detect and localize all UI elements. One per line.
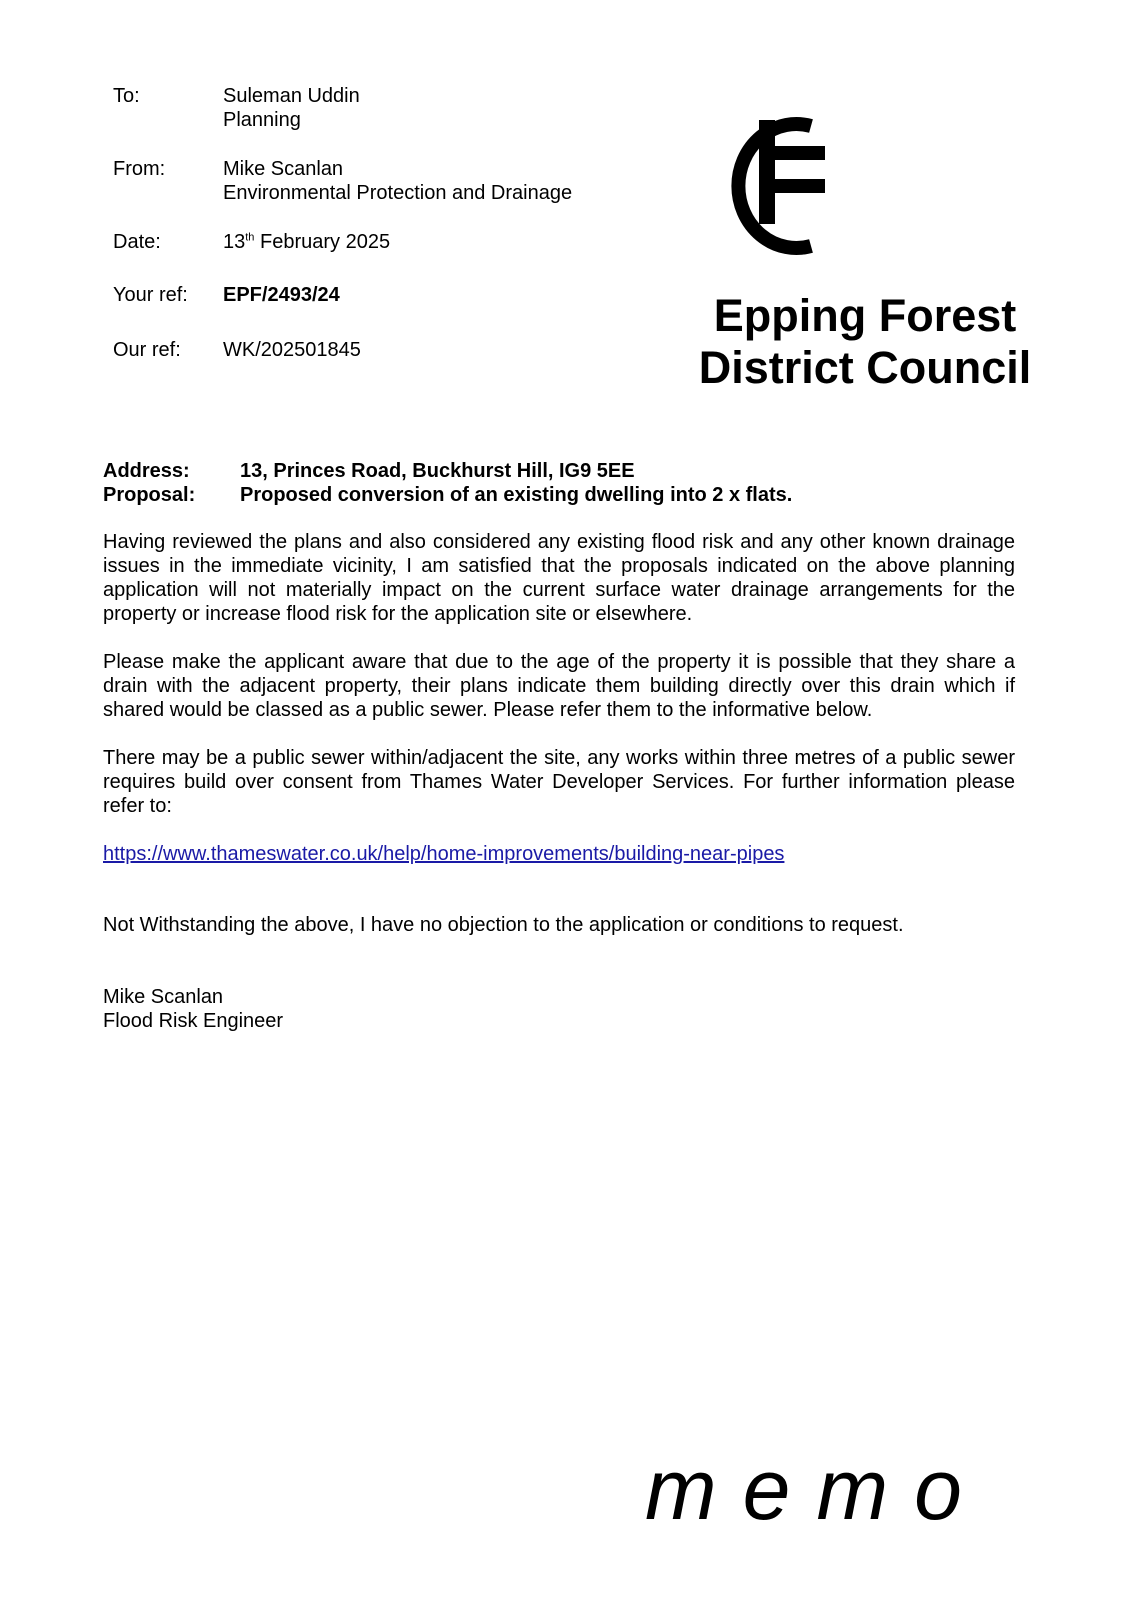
your-ref-label: Your ref: bbox=[113, 284, 188, 306]
from-dept: Environmental Protection and Drainage bbox=[223, 182, 573, 204]
date-day: 13 bbox=[223, 231, 246, 253]
paragraph-1: Having reviewed the plans and also considered any existing flood risk and any other known drainage issues in the immediate vicinity, I am satisfied that the proposals indicated on the above planning application will not materially impact on the current surface water drainage arrangements for the property or increase flood risk for the application site or elsewhere. bbox=[103, 531, 1015, 625]
council-name-line2: District Council bbox=[698, 342, 1032, 393]
our-ref-label: Our ref: bbox=[113, 339, 181, 361]
council-logo-icon bbox=[715, 116, 835, 256]
memo-footer: memo bbox=[645, 1442, 988, 1538]
council-name bbox=[690, 290, 1040, 394]
date-suffix: th bbox=[245, 231, 255, 244]
to-name: Suleman Uddin bbox=[223, 85, 360, 107]
to-dept: Planning bbox=[223, 109, 301, 131]
paragraph-3: There may be a public sewer within/adjacent the site, any works within three metres of a public sewer requires build over consent from Thames Water Developer Services. For further information please refer to: bbox=[103, 747, 1015, 817]
proposal-value: Proposed conversion of an existing dwelling into 2 x flats. bbox=[240, 484, 793, 506]
council-name-line1: Epping Forest bbox=[713, 290, 1017, 341]
your-ref-value: EPF/2493/24 bbox=[223, 284, 340, 306]
date-label: Date: bbox=[113, 231, 161, 253]
signature-name: Mike Scanlan bbox=[103, 986, 224, 1008]
our-ref-value: WK/202501845 bbox=[223, 339, 361, 361]
thames-water-link[interactable]: https://www.thameswater.co.uk/help/home-improvements/building-near-pipes bbox=[103, 843, 785, 865]
date-rest: February 2025 bbox=[254, 231, 391, 253]
to-label: To: bbox=[113, 85, 140, 107]
signature-title: Flood Risk Engineer bbox=[103, 1010, 284, 1032]
from-label: From: bbox=[113, 158, 166, 180]
address-label: Address: bbox=[103, 460, 190, 482]
from-name: Mike Scanlan bbox=[223, 158, 344, 180]
proposal-label: Proposal: bbox=[103, 484, 196, 506]
date-value bbox=[223, 230, 390, 254]
paragraph-4: Not Withstanding the above, I have no objection to the application or conditions to request. bbox=[103, 914, 904, 936]
paragraph-2: Please make the applicant aware that due to the age of the property it is possible that they share a drain with the adjacent property, their plans indicate them building directly over this drain which if shared would be classed as a public sewer. Please refer them to the informative below. bbox=[103, 651, 1015, 721]
address-value: 13, Princes Road, Buckhurst Hill, IG9 5EE bbox=[240, 460, 635, 482]
